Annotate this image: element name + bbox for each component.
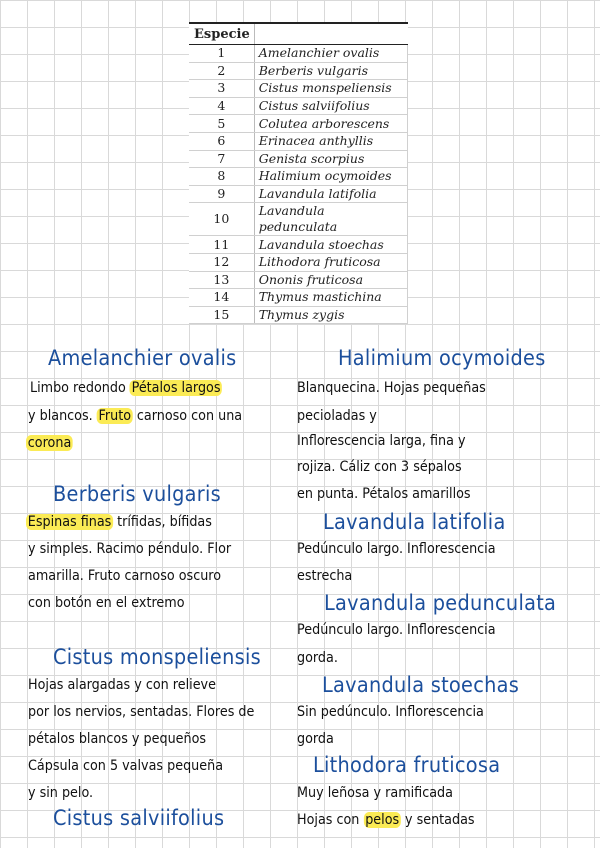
- table-row: [189, 203, 408, 236]
- note-halimium-line2: pecioladas y: [297, 408, 377, 424]
- species-name: Lavandula stoechas: [254, 236, 407, 254]
- heading-lavandula-latifolia: Lavandula latifolia: [323, 510, 506, 534]
- species-number: 14: [189, 289, 254, 307]
- species-name: Halimium ocymoides: [254, 168, 407, 186]
- heading-cistus-salviifolius: Cistus salviifolius: [53, 806, 225, 830]
- species-number: 11: [189, 236, 254, 254]
- species-name: Lavandula pedunculata: [254, 203, 407, 236]
- text-trifidas: trífidas, bífidas: [117, 514, 212, 530]
- species-name: Berberis vulgaris: [254, 62, 407, 80]
- species-name: Thymus mastichina: [254, 289, 407, 307]
- note-amelanchier-line2: [28, 408, 242, 424]
- table-row: [189, 150, 408, 168]
- species-name: Amelanchier ovalis: [254, 45, 407, 63]
- species-name: Lithodora fruticosa: [254, 253, 407, 271]
- species-number: 10: [189, 203, 254, 236]
- species-number: 5: [189, 115, 254, 133]
- species-number: 7: [189, 150, 254, 168]
- table-row: [189, 80, 408, 98]
- highlight-fruto: Fruto: [98, 408, 132, 424]
- note-amelanchier-line3: [26, 435, 73, 451]
- highlight-pelos: pelos: [365, 812, 400, 828]
- table-row: [189, 185, 408, 203]
- species-number: 8: [189, 168, 254, 186]
- heading-berberis: Berberis vulgaris: [53, 482, 221, 506]
- species-name: Cistus monspeliensis: [254, 80, 407, 98]
- note-lav-ped-line2: gorda.: [297, 650, 338, 666]
- species-name: Thymus zygis: [254, 306, 407, 324]
- heading-lithodora: Lithodora fruticosa: [313, 753, 501, 777]
- heading-lavandula-stoechas: Lavandula stoechas: [322, 673, 520, 697]
- table-row: [189, 289, 408, 307]
- note-halimium-line5: en punta. Pétalos amarillos: [297, 486, 471, 502]
- table-row: [189, 45, 408, 63]
- species-name: Colutea arborescens: [254, 115, 407, 133]
- table-row: [189, 97, 408, 115]
- note-cistus-monsp-line5: y sin pelo.: [28, 785, 94, 801]
- header-especie: Especie: [189, 23, 254, 45]
- note-lav-lat-line2: estrecha: [297, 568, 353, 584]
- species-name: Genista scorpius: [254, 150, 407, 168]
- heading-lavandula-pedunculata: Lavandula pedunculata: [324, 591, 557, 615]
- species-name: Ononis fruticosa: [254, 271, 407, 289]
- species-number: 15: [189, 306, 254, 324]
- table-header-row: [189, 23, 408, 45]
- note-lithodora-line2: [297, 812, 475, 828]
- table-row: [189, 132, 408, 150]
- table-row: [189, 168, 408, 186]
- highlight-espinas-finas: Espinas finas: [27, 514, 112, 530]
- species-number: 12: [189, 253, 254, 271]
- note-halimium-line1: Blanquecina. Hojas pequeñas: [297, 380, 486, 396]
- note-lav-sto-line2: gorda: [297, 731, 334, 747]
- note-amelanchier-line1: [30, 380, 222, 396]
- note-lav-sto-line1: Sin pedúnculo. Inflorescencia: [297, 704, 484, 720]
- table-row: [189, 115, 408, 133]
- species-number: 2: [189, 62, 254, 80]
- note-lithodora-line1: Muy leñosa y ramificada: [297, 785, 453, 801]
- note-berberis-line3: amarilla. Fruto carnoso oscuro: [28, 568, 222, 584]
- note-halimium-line4: rojiza. Cáliz con 3 sépalos: [297, 459, 462, 475]
- species-number: 9: [189, 185, 254, 203]
- text-limbo: Limbo redondo: [30, 380, 126, 396]
- note-cistus-monsp-line2: por los nervios, sentadas. Flores de: [28, 704, 255, 720]
- species-number: 3: [189, 80, 254, 98]
- species-number: 4: [189, 97, 254, 115]
- heading-cistus-monspeliensis: Cistus monspeliensis: [53, 645, 261, 669]
- note-lav-ped-line1: Pedúnculo largo. Inflorescencia: [297, 622, 496, 638]
- species-number: 13: [189, 271, 254, 289]
- species-name: Erinacea anthyllis: [254, 132, 407, 150]
- header-name: [254, 23, 407, 45]
- text-y-blancos: y blancos.: [28, 408, 93, 424]
- note-lav-lat-line1: Pedúnculo largo. Inflorescencia: [297, 541, 496, 557]
- species-number: 6: [189, 132, 254, 150]
- heading-amelanchier: Amelanchier ovalis: [48, 346, 237, 370]
- species-table-body: [189, 45, 408, 324]
- highlight-petalos-largos: Pétalos largos: [131, 380, 221, 396]
- note-halimium-line3: Inflorescencia larga, fina y: [297, 433, 466, 449]
- note-berberis-line4: con botón en el extremo: [28, 595, 185, 611]
- highlight-corona: corona: [27, 435, 72, 451]
- species-name: Cistus salviifolius: [254, 97, 407, 115]
- species-name: Lavandula latifolia: [254, 185, 407, 203]
- text-carnoso: carnoso con una: [136, 408, 243, 424]
- table-row: [189, 236, 408, 254]
- note-cistus-monsp-line1: Hojas alargadas y con relieve: [28, 677, 216, 693]
- text-y-sentadas: y sentadas: [404, 812, 475, 828]
- species-table: [189, 22, 408, 324]
- species-number: 1: [189, 45, 254, 63]
- heading-halimium: Halimium ocymoides: [338, 346, 546, 370]
- text-hojas-con: Hojas con: [297, 812, 360, 828]
- note-cistus-monsp-line4: Cápsula con 5 valvas pequeña: [28, 758, 224, 774]
- table-row: [189, 271, 408, 289]
- note-berberis-line1: [26, 514, 212, 530]
- note-berberis-line2: y simples. Racimo péndulo. Flor: [28, 541, 232, 557]
- note-cistus-monsp-line3: pétalos blancos y pequeños: [28, 731, 207, 747]
- table-row: [189, 62, 408, 80]
- table-row: [189, 253, 408, 271]
- table-row: [189, 306, 408, 324]
